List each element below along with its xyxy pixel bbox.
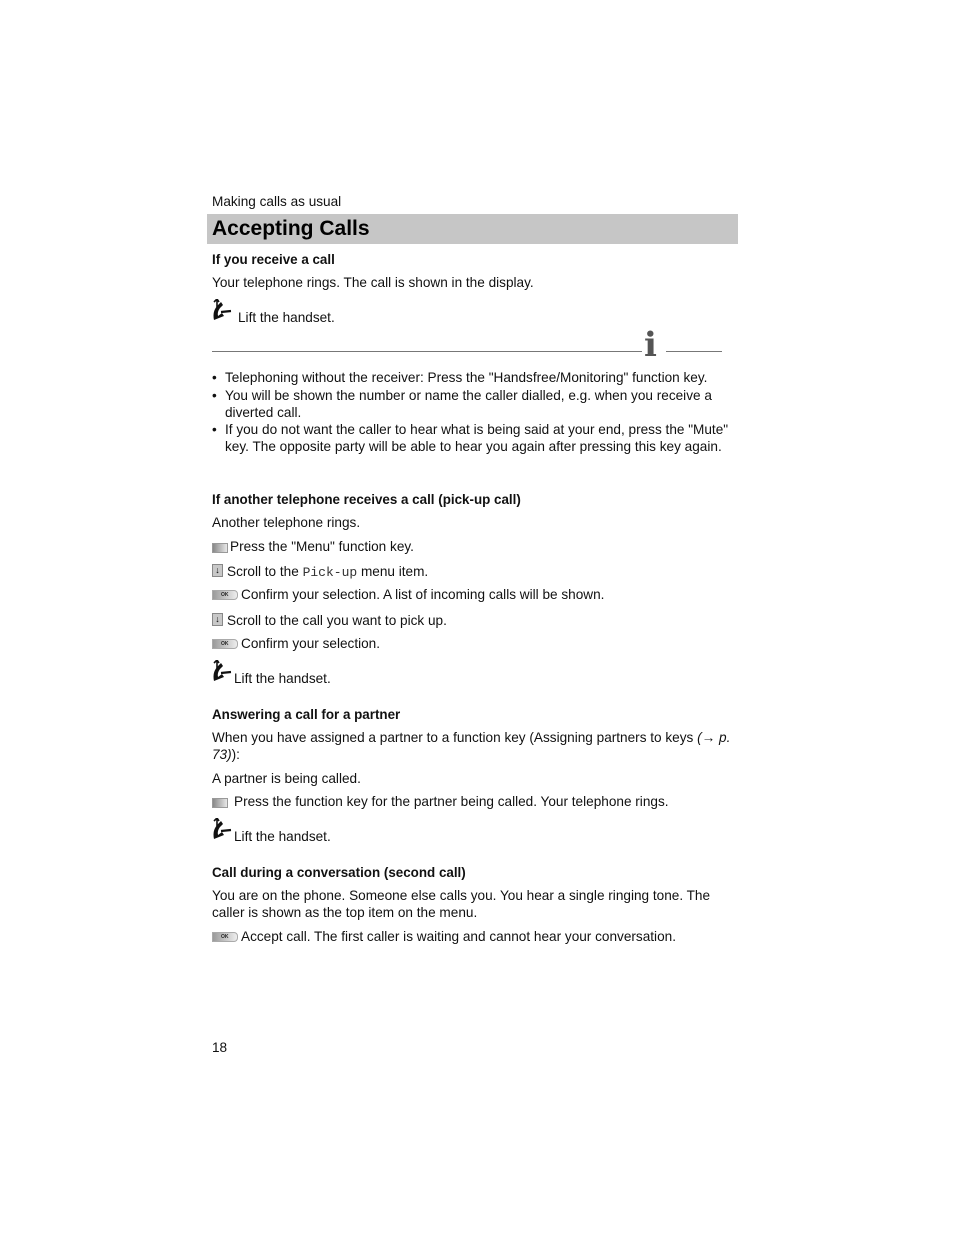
- pickup-step-confirm-selection: Confirm your selection.: [241, 636, 381, 651]
- receive-lift-text: Lift the handset.: [238, 310, 335, 325]
- handset-icon: [211, 299, 233, 323]
- note-item: • If you do not want the caller to hear what is being said at your end, press the "Mute" key. The opposite party will be able to hear you again after pressing this key again.: [212, 422, 729, 454]
- info-divider-right: [666, 351, 722, 352]
- partner-step-press: Press the function key for the partner being called. Your telephone rings.: [234, 794, 669, 809]
- second-call-step-accept: Accept call. The first caller is waiting and cannot hear your conversation.: [241, 929, 676, 944]
- handset-icon: [211, 660, 233, 684]
- handset-icon: [211, 818, 233, 842]
- partner-intro: When you have assigned a partner to a function key (Assigning partners to keys (→ p. 73)):: [212, 730, 731, 762]
- receive-text: Your telephone rings. The call is shown in the display.: [212, 275, 534, 290]
- pickup-step-lift: Lift the handset.: [234, 671, 331, 686]
- ok-key-icon: OK: [212, 590, 238, 600]
- page-number: 18: [212, 1040, 228, 1055]
- function-key-icon: [212, 798, 228, 808]
- second-call-heading: Call during a conversation (second call): [212, 865, 466, 880]
- ok-key-icon: OK: [212, 639, 238, 649]
- title-bar: [207, 214, 738, 244]
- page-title: Accepting Calls: [212, 217, 370, 240]
- second-call-text: You are on the phone. Someone else calls you. You hear a single ringing tone. The caller is shown as the top item on the menu.: [212, 888, 711, 920]
- partner-step-lift: Lift the handset.: [234, 829, 331, 844]
- menu-key-icon: [212, 543, 228, 553]
- pickup-step-scroll: Scroll to the Pick-up menu item.: [227, 564, 429, 580]
- pickup-menu-item-code: Pick-up: [302, 565, 358, 580]
- partner-heading: Answering a call for a partner: [212, 707, 401, 722]
- info-divider-left: [212, 351, 642, 352]
- scroll-down-icon: ↓: [212, 564, 223, 577]
- info-icon: i: [644, 325, 657, 365]
- pickup-intro: Another telephone rings.: [212, 515, 361, 530]
- pickup-step-scroll-call: Scroll to the call you want to pick up.: [227, 613, 447, 628]
- receive-heading: If you receive a call: [212, 252, 335, 267]
- partner-text: A partner is being called.: [212, 771, 361, 786]
- section-header: Making calls as usual: [212, 194, 342, 209]
- partner-page-reference: (→ p. 73): [212, 730, 731, 762]
- pickup-step-menu: Press the "Menu" function key.: [230, 539, 414, 554]
- note-item: • Telephoning without the receiver: Press the "Handsfree/Monitoring" function key.: [212, 370, 708, 385]
- ok-key-icon: OK: [212, 932, 238, 942]
- scroll-down-icon: ↓: [212, 613, 223, 626]
- note-item: • You will be shown the number or name the caller dialled, e.g. when you receive a diverted call.: [212, 388, 712, 420]
- pickup-heading: If another telephone receives a call (pick-up call): [212, 492, 521, 507]
- pickup-step-confirm: Confirm your selection. A list of incoming calls will be shown.: [241, 587, 605, 602]
